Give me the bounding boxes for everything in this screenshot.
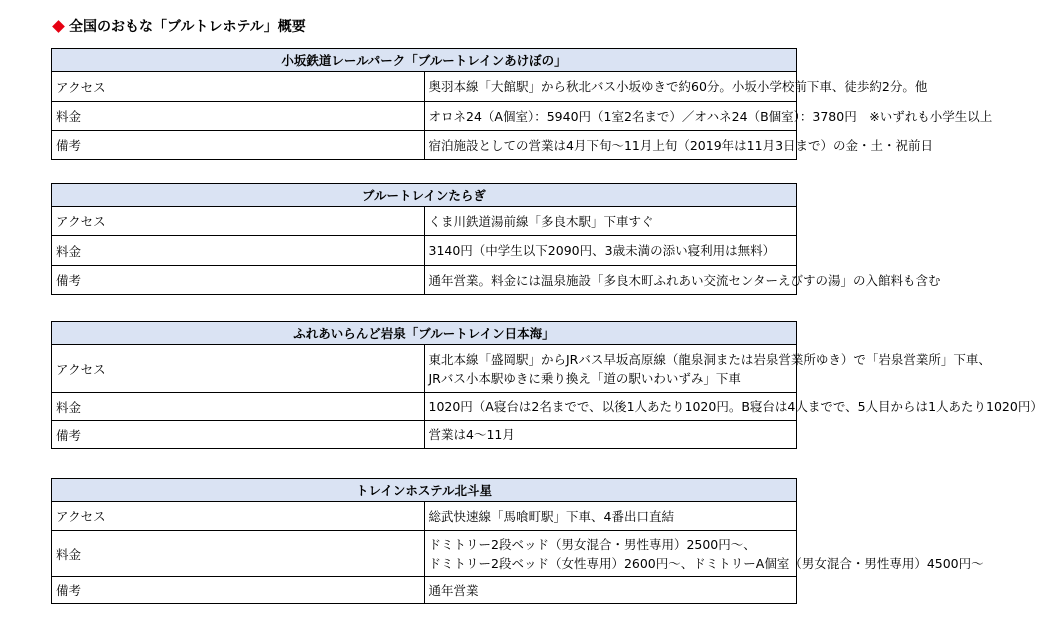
row-value-access bbox=[424, 502, 797, 531]
hotel-table bbox=[51, 321, 1043, 449]
row-label-price: 料金 bbox=[52, 393, 425, 421]
value-line: ドミトリー2段ベッド（女性専用）2600円～、ドミトリーA個室（男女混合・男性専用）4500円～ bbox=[428, 555, 984, 571]
table-row bbox=[52, 577, 797, 604]
value-line: 総武快速線「馬喰町駅」下車、4番出口直結 bbox=[428, 508, 674, 524]
value-line: くま川鉄道湯前線「多良木駅」下車すぐ bbox=[428, 213, 654, 229]
row-label-access: アクセス bbox=[52, 345, 425, 393]
row-label-notes: 備考 bbox=[52, 577, 425, 604]
value-line: 宿泊施設としての営業は4月下旬～11月上旬（2019年は11月3日まで）の金・土・祝前日 bbox=[428, 137, 934, 153]
row-value-notes bbox=[424, 266, 941, 295]
table-row bbox=[52, 502, 797, 531]
value-line: オロネ24（A個室）：5940円（1室2名まで）／オハネ24（B個室）：3780円 ※いずれも小学生以上 bbox=[428, 108, 993, 124]
hotel-name: ふれあいらんど岩泉「ブルートレイン日本海」 bbox=[52, 322, 797, 345]
page-heading bbox=[51, 16, 306, 38]
row-value-access bbox=[424, 345, 991, 393]
row-label-notes: 備考 bbox=[52, 131, 425, 160]
row-value-price bbox=[424, 102, 993, 131]
hotel-table bbox=[51, 183, 941, 295]
row-value-price bbox=[424, 236, 797, 266]
table-row bbox=[52, 345, 797, 393]
row-label-access: アクセス bbox=[52, 502, 425, 531]
value-line: JRバス小本駅ゆきに乗り換え「道の駅いわいずみ」下車 bbox=[428, 370, 741, 386]
row-value-price bbox=[424, 393, 1043, 421]
table-row bbox=[52, 207, 797, 236]
page-title: 全国のおもな「ブルトレホテル」概要 bbox=[69, 19, 306, 35]
table-row bbox=[52, 393, 797, 421]
red-diamond-icon bbox=[52, 20, 65, 33]
hotel-name: トレインホステル北斗星 bbox=[52, 479, 797, 502]
table-row bbox=[52, 421, 797, 449]
value-line: 営業は4～11月 bbox=[428, 427, 515, 442]
row-label-access: アクセス bbox=[52, 207, 425, 236]
table-row bbox=[52, 72, 797, 102]
row-value-notes bbox=[424, 421, 797, 449]
row-value-access bbox=[424, 72, 928, 102]
row-label-price: 料金 bbox=[52, 102, 425, 131]
row-label-notes: 備考 bbox=[52, 421, 425, 449]
row-value-notes bbox=[424, 131, 934, 160]
row-value-notes bbox=[424, 577, 797, 604]
hotel-table bbox=[51, 478, 984, 604]
value-line: 奥羽本線「大館駅」から秋北バス小坂ゆきで約60分。小坂小学校前下車、徒歩約2分。他 bbox=[428, 79, 928, 94]
table-row bbox=[52, 236, 797, 266]
table-row bbox=[52, 102, 797, 131]
value-line: 東北本線「盛岡駅」からJRバス早坂高原線（龍泉洞または岩泉営業所ゆき）で「岩泉営業所」下車、 bbox=[428, 351, 991, 367]
value-line: 通年営業 bbox=[428, 582, 479, 598]
row-label-price: 料金 bbox=[52, 531, 425, 577]
table-row bbox=[52, 266, 797, 295]
value-line: 3140円（中学生以下2090円、3歳未満の添い寝利用は無料） bbox=[428, 243, 776, 258]
value-line: ドミトリー2段ベッド（男女混合・男性専用）2500円～、 bbox=[428, 536, 756, 552]
value-line: 通年営業。料金には温泉施設「多良木町ふれあい交流センターえびすの湯」の入館料も含む bbox=[428, 272, 941, 288]
row-label-notes: 備考 bbox=[52, 266, 425, 295]
value-line: 1020円（A寝台は2名までで、以後1人あたり1020円。B寝台は4人までで、5人目からは1人あたり1020円） bbox=[428, 399, 1043, 414]
hotel-table bbox=[51, 48, 993, 160]
hotel-name: 小坂鉄道レールパーク「ブルートレインあけぼの」 bbox=[52, 49, 797, 72]
table-row bbox=[52, 531, 797, 577]
row-label-access: アクセス bbox=[52, 72, 425, 102]
row-label-price: 料金 bbox=[52, 236, 425, 266]
row-value-access bbox=[424, 207, 797, 236]
hotel-name: ブルートレインたらぎ bbox=[52, 184, 797, 207]
row-value-price bbox=[424, 531, 984, 577]
table-row bbox=[52, 131, 797, 160]
